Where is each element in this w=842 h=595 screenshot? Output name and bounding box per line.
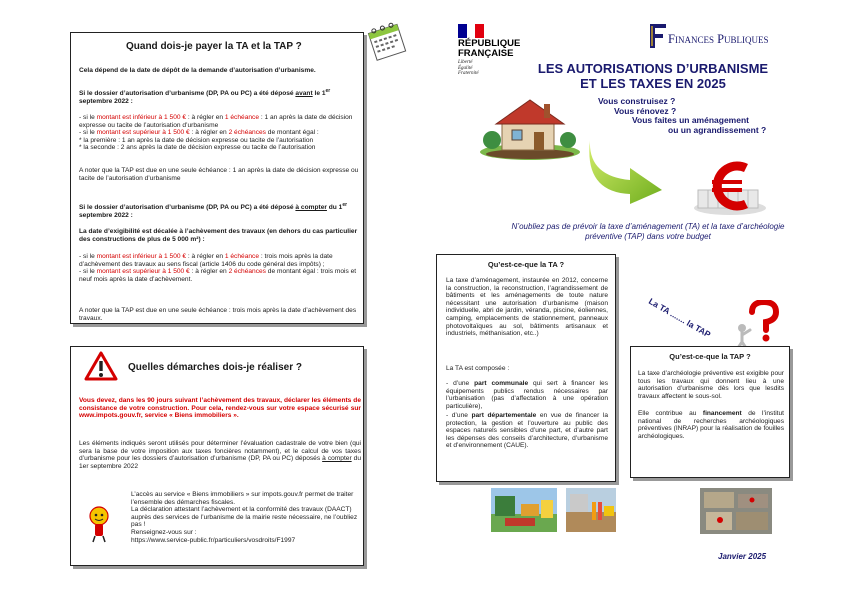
case1-note: A noter que la TAP est due en une seule échéance : 1 an après la date de décision expresse ou tacite de l’autorisation d’urbanisme [79, 167, 359, 182]
case1-rules: - si le montant est inférieur à 1 500 € : à régler en 1 échéance : 1 an après la date de décision expresse ou tacite de l’autorisation d’urbanisme - si le montant est supérieur à 1 500 € : à régler en 2 échéances de montant égal : * la première : 1 an après la date de décision expresse ou tacite de l’autorisation * la seconde : 2 ans après la date de décision expresse ou tacite de l’autorisation [79, 114, 353, 152]
green-arrow-icon [584, 136, 666, 206]
tap-financing: Elle contribue au financement de l’institut national de recherches archéologiques préventives (INRAP) pour la réalisation de fouilles archéologiques. [638, 410, 784, 440]
ta-composition: La TA est composée : [446, 365, 510, 372]
ta-departmental-part: - d’une part départementale en vue de financer la protection, la gestion et l’ouverture au public des espaces naturels sensibles d’une part, et d’autre part les dépenses des conseils d’architecture, d’urbanisme et d’environnement (CAUE). [446, 412, 608, 450]
archaeology-dig-photo [700, 488, 772, 534]
ta-tap-label: La TA ....... la TAP [647, 296, 713, 340]
case1-heading: Si le dossier d’autorisation d’urbanisme (DP, PA ou PC) a été déposé avant le 1er septembre 2022 : [79, 88, 331, 105]
case2-heading: Si le dossier d’autorisation d’urbanisme (DP, PA ou PC) a été déposé à compter du 1er septembre 2022 : [79, 202, 348, 219]
construction-site-photo [566, 488, 616, 532]
payment-intro: Cela dépend de la date de dépôt de la demande d’autorisation d’urbanisme. [79, 67, 316, 74]
questions: Vous construisez ? Vous rénovez ? Vous faites un aménagement ou un agrandissement ? [598, 96, 767, 135]
case2-note: A noter que la TAP est due en une seule échéance : trois mois après la date d’achèvement des travaux. [79, 307, 357, 322]
ta-title: Qu’est-ce-que la TA ? [487, 260, 565, 269]
warning-icon [84, 351, 118, 381]
playground-photo [491, 488, 557, 532]
question-mark-figure-icon [732, 300, 782, 350]
euro-symbol-icon [690, 160, 770, 218]
service-public-link[interactable]: https://www.service-public.fr/particuliers/vosdroits/F1997 [131, 536, 296, 544]
ta-definition: La taxe d’aménagement, instaurée en 2012, concerne la construction, la reconstruction, l’agrandissement de bâtiments et les aménagements de toute nature nécessitant une autorisation d’urbanisme (maison individuelle, abri de jardin, véranda, piscine, éoliennes, camping, emplacements de stationnement, panneaux photovoltaïques au sol, bâtiments artisanaux et industriels, méthanisation, etc..) [446, 277, 608, 338]
calendar-icon [364, 20, 412, 64]
tap-definition: La taxe d’archéologie préventive est exigible pour tous les travaux qui donnent lieu à une autorisation d’urbanisme dès lors que lesdits travaux affectent le sous-sol. [638, 370, 784, 400]
main-title: LES AUTORISATIONS D’URBANISME ET LES TAXES EN 2025 [537, 61, 769, 91]
publication-date: Janvier 2025 [718, 552, 767, 561]
house-illustration [478, 94, 582, 160]
budget-reminder: N’oubliez pas de prévoir la taxe d’aménagement (TA) et la taxe d’archéologie préventive (TAP) dans votre budget [511, 222, 785, 241]
republique-francaise-logo: RÉPUBLIQUE FRANÇAISE Liberté Égalité Fraternité [458, 24, 538, 86]
idea-mascot-icon [86, 504, 112, 544]
tap-title: Qu’est-ce-que la TAP ? [669, 352, 751, 361]
ta-communal-part: - d’une part communale qui sert à financer les équipements publics rendus nécessaires par l’urbanisation (pas d’affectation à une opération particulière), [446, 380, 608, 410]
payment-title: Quand dois-je payer la TA et la TAP ? [126, 41, 302, 52]
declaration-notice: Vous devez, dans les 90 jours suivant l’achèvement des travaux, déclarer les éléments de consistance de votre construction. Pour cela, rendez-vous sur votre espace sécurisé sur www.impots.gouv.fr, service « Biens immobiliers ». [79, 397, 361, 420]
evaluation-paragraph: Les éléments indiqués seront utilisés pour déterminer l’évaluation cadastrale de votre bien (qui sera la base de votre imposition aux taxes foncières notamment), et le calcul de vos taxes d’urbanisme pour les dossiers d’autorisation d’urbanisme (DP, PA ou PC) déposés à compter du 1er septembre 2022 [79, 440, 361, 470]
procedures-title: Quelles démarches dois-je réaliser ? [128, 362, 302, 373]
case2-exigibility: La date d’exigibilité est décalée à l’achèvement des travaux (en dehors du cas particulier des constructions de plus de 5 000 m²) : [79, 228, 358, 243]
access-info: L’accès au service « Biens immobiliers » sur impots.gouv.fr permet de traiter l’ensemble des démarches fiscales. La déclaration attestant l’achèvement et la conformité des travaux (DAACT) auprès des services de l’urbanisme de la mairie reste nécessaire, ne l’oubliez pas ! Renseignez-vous sur : https://www.service-public.fr/particuliers/vosdroits/F1997 [131, 491, 358, 544]
finances-publiques-logo: Finances Publiques [646, 22, 806, 52]
case2-rules: - si le montant est inférieur à 1 500 € : à régler en 1 échéance : trois mois après la date d’achèvement des travaux au sens fiscal (article 1406 du code général des impôts) ; - si le montant est supérieur à 1 500 € : à régler en 2 échéances de montant égal : trois mois et neuf mois après la date d’achèvement. [79, 253, 357, 283]
